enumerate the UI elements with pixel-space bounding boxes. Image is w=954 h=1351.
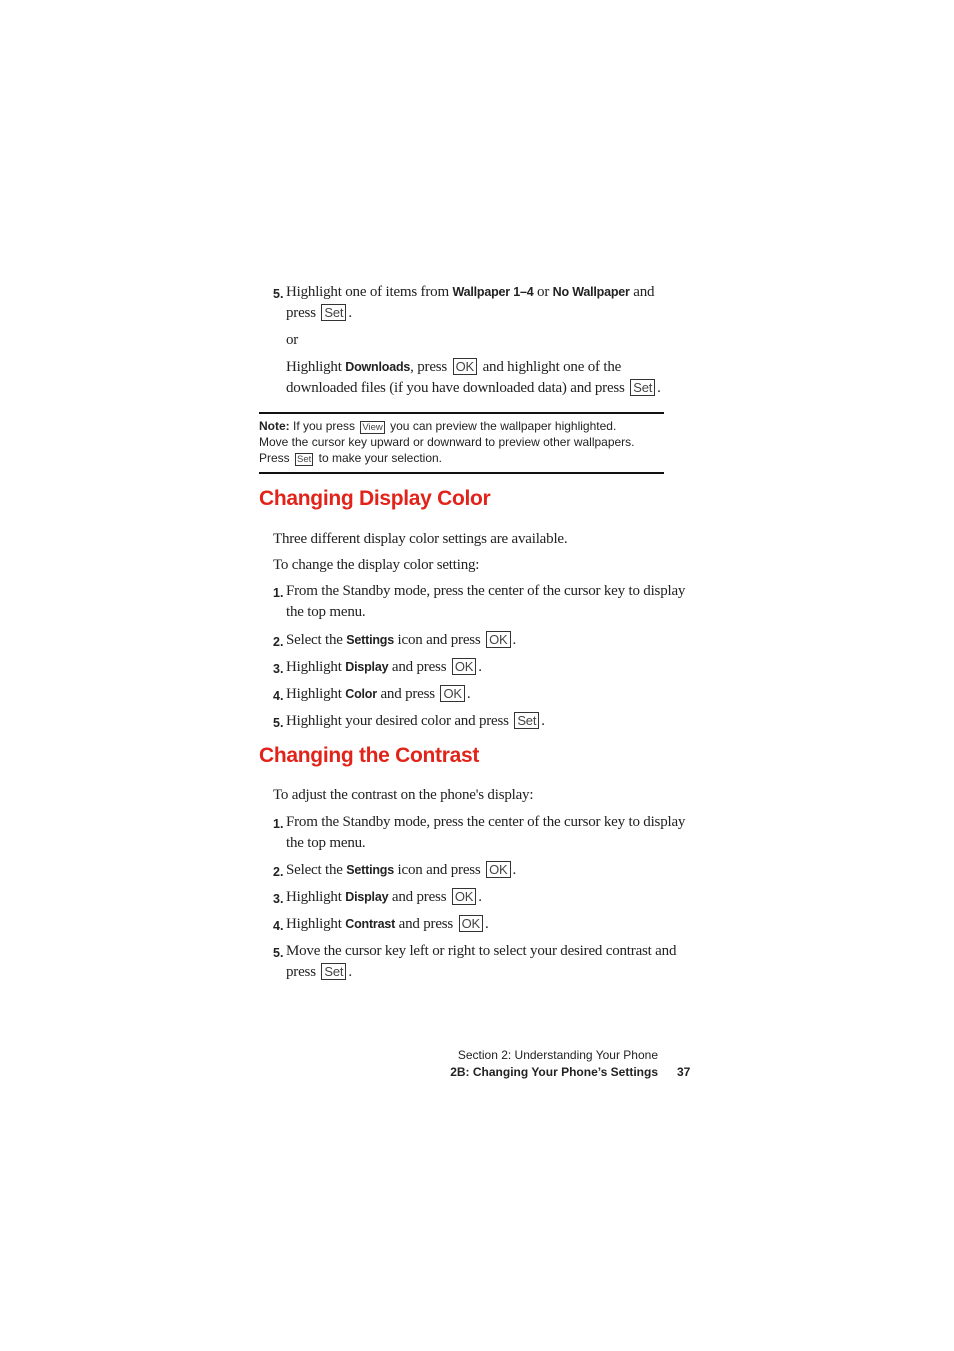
footer-section: Section 2: Understanding Your Phone	[457, 1048, 658, 1062]
step-text: Highlight Display and press OK .	[286, 889, 482, 905]
step-number: 1.	[273, 586, 284, 600]
step-text: Highlight your desired color and press Set .	[286, 713, 545, 729]
note-line: Press Set to make your selection.	[259, 451, 443, 465]
step-text: downloaded files (if you have downloaded data) and press Set .	[286, 380, 661, 396]
step-number: 4.	[273, 689, 284, 703]
step-text: press Set .	[286, 964, 352, 980]
note-top-rule	[259, 412, 664, 414]
step-text: the top menu.	[286, 835, 366, 851]
step-text: Move the cursor key left or right to select your desired contrast and	[286, 943, 677, 959]
step-number: 1.	[273, 817, 284, 831]
step-number: 5.	[273, 287, 284, 301]
step-text: From the Standby mode, press the center of the cursor key to display	[286, 814, 686, 830]
step-text: press Set .	[286, 305, 352, 321]
section-heading: Changing Display Color	[259, 487, 491, 510]
note-line: Move the cursor key upward or downward to preview other wallpapers.	[259, 435, 635, 449]
step-number: 2.	[273, 635, 284, 649]
step-number: 5.	[273, 716, 284, 730]
set-key-icon: Set	[514, 712, 539, 729]
ok-key-icon: OK	[453, 358, 477, 375]
section-heading: Changing the Contrast	[259, 744, 480, 767]
set-key-icon: Set	[321, 304, 346, 321]
ok-key-icon: OK	[486, 631, 510, 648]
page-number: 37	[677, 1065, 691, 1079]
step-text: Highlight Display and press OK .	[286, 659, 482, 675]
step-number: 2.	[273, 865, 284, 879]
note-line: Note: If you press View you can preview the wallpaper highlighted.	[259, 419, 617, 433]
step-text: the top menu.	[286, 604, 366, 620]
ok-key-icon: OK	[452, 658, 476, 675]
ok-key-icon: OK	[452, 888, 476, 905]
step-number: 3.	[273, 892, 284, 906]
step-text: Highlight one of items from Wallpaper 1–4 or No Wallpaper and	[286, 284, 655, 300]
or-text: or	[286, 332, 299, 348]
view-key-icon: View	[362, 422, 383, 433]
step-text: Highlight Downloads, press OK and highlight one of the	[286, 359, 622, 375]
intro-text: To adjust the contrast on the phone's display:	[273, 787, 534, 803]
footer-chapter: 2B: Changing Your Phone’s Settings	[450, 1065, 658, 1079]
step-number: 3.	[273, 662, 284, 676]
step-text: Select the Settings icon and press OK .	[286, 862, 517, 878]
ok-key-icon: OK	[459, 915, 483, 932]
intro-text: Three different display color settings are available.	[273, 531, 568, 547]
intro-text: To change the display color setting:	[273, 557, 480, 573]
step-text: Highlight Color and press OK .	[286, 686, 471, 702]
step-text: Select the Settings icon and press OK .	[286, 632, 517, 648]
step-text: Highlight Contrast and press OK .	[286, 916, 489, 932]
set-key-icon: Set	[321, 963, 346, 980]
note-bottom-rule	[259, 472, 664, 474]
step-number: 4.	[273, 919, 284, 933]
step-number: 5.	[273, 946, 284, 960]
ok-key-icon: OK	[486, 861, 510, 878]
step-text: From the Standby mode, press the center of the cursor key to display	[286, 583, 686, 599]
set-key-icon: Set	[630, 379, 655, 396]
set-key-icon: Set	[297, 454, 312, 465]
note-label: Note:	[259, 419, 290, 433]
ok-key-icon: OK	[440, 685, 464, 702]
